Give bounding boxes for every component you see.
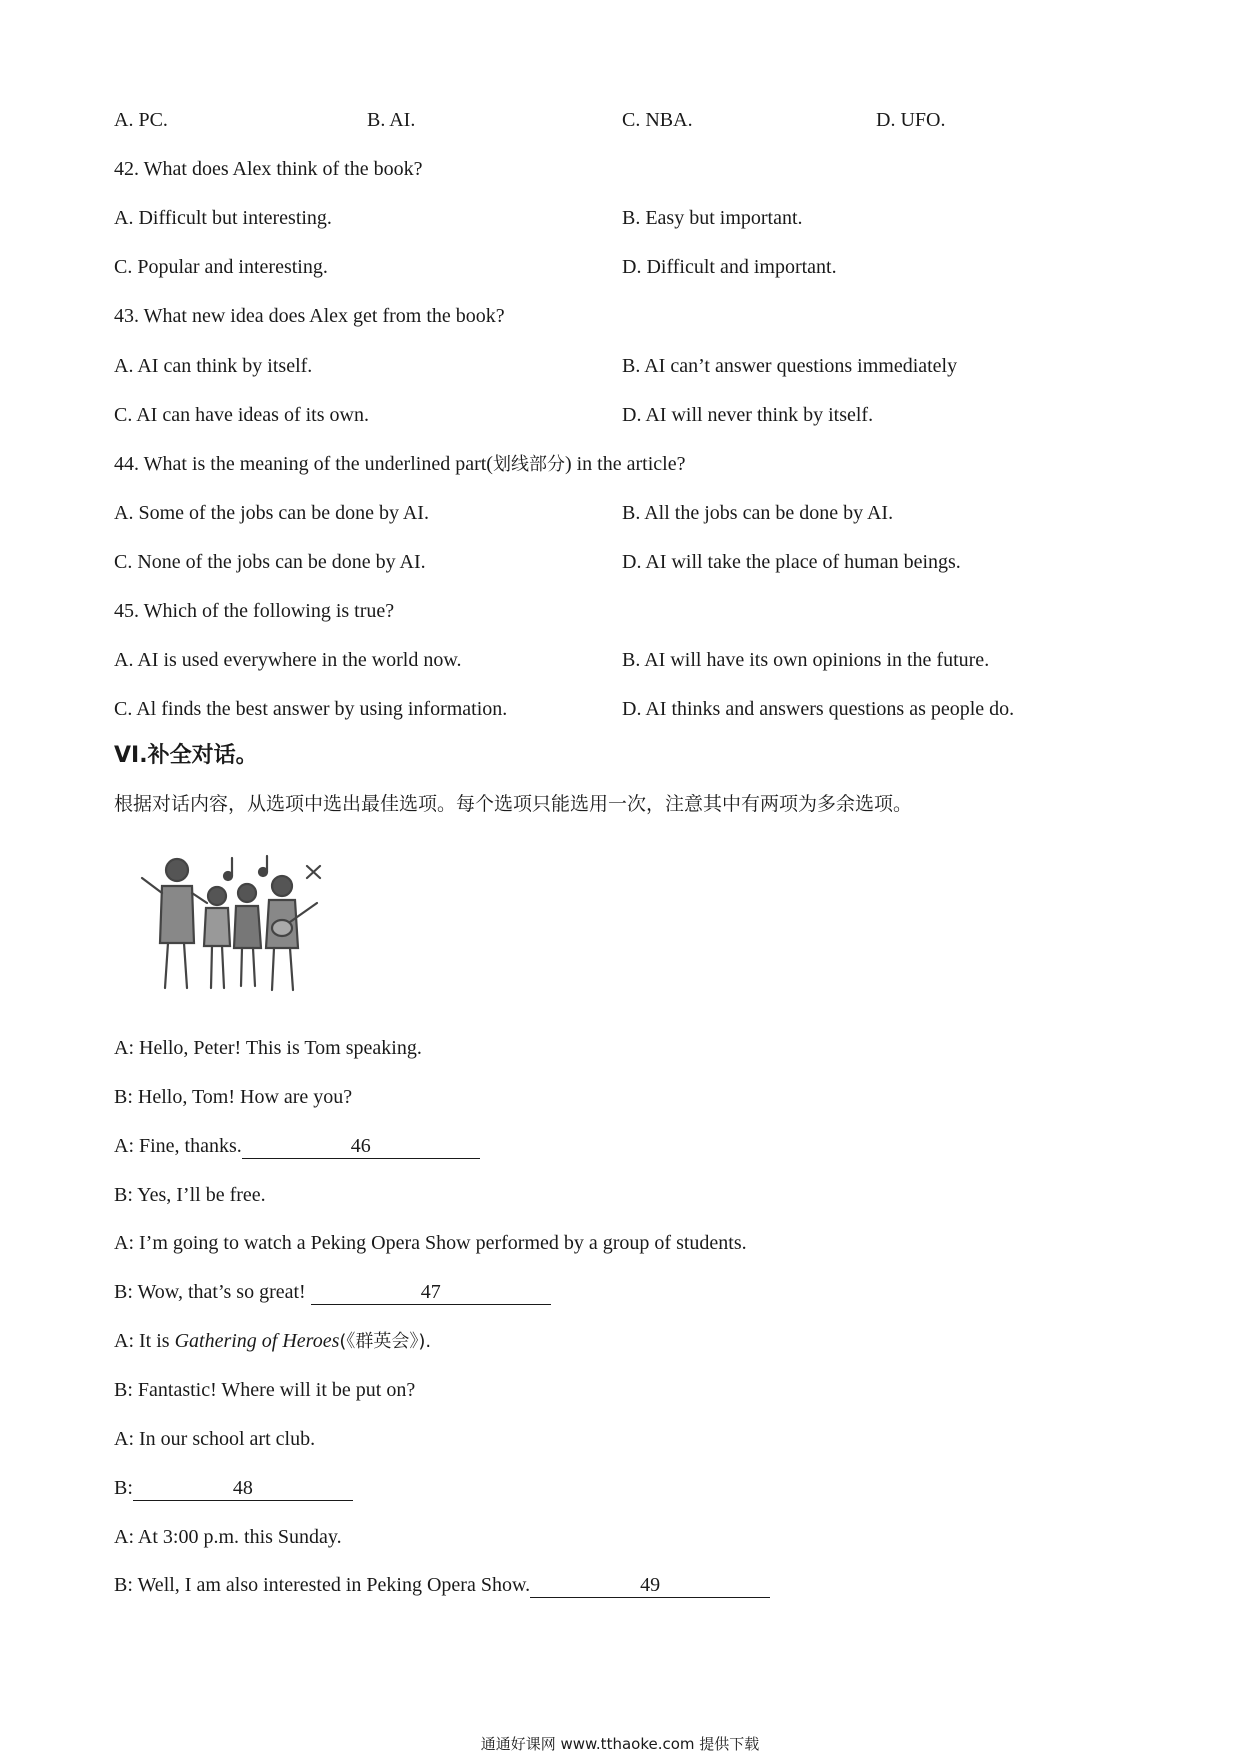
- q42-option-c: C. Popular and interesting.: [114, 256, 328, 278]
- dialogue-line-12: [114, 1572, 770, 1598]
- dialogue-line-9: A: In our school art club.: [114, 1428, 316, 1450]
- q43-option-b: B. AI can’t answer questions immediately: [622, 355, 958, 377]
- dialogue-line-10: [114, 1475, 353, 1501]
- q42-option-d: D. Difficult and important.: [622, 256, 837, 278]
- q45-stem: 45. Which of the following is true?: [114, 600, 395, 622]
- blank-48[interactable]: 48: [133, 1476, 353, 1501]
- q45-option-d: D. AI thinks and answers questions as people do.: [622, 698, 1015, 720]
- dialogue-line-11: A: At 3:00 p.m. this Sunday.: [114, 1526, 342, 1548]
- q41-option-a: A. PC.: [114, 109, 168, 131]
- q41-option-d: D. UFO.: [876, 109, 946, 131]
- q45-option-a: A. AI is used everywhere in the world now.: [114, 649, 462, 671]
- dialogue-line-7: [114, 1328, 431, 1355]
- section-heading: VI.补全对话。: [114, 743, 258, 768]
- dialogue-line-1: A: Hello, Peter! This is Tom speaking.: [114, 1037, 422, 1059]
- dialogue-line-3: [114, 1133, 480, 1159]
- dialogue-line-6: [114, 1279, 551, 1305]
- page-footer: 通通好课网 www.tthaoke.com 提供下载: [480, 1735, 760, 1753]
- section-instruction: 根据对话内容，从选项中选出最佳选项。每个选项只能选用一次，注意其中有两项为多余选项。: [114, 793, 913, 815]
- dialogue-line-6-text: B: Wow, that’s so great!: [114, 1281, 306, 1303]
- q45-option-b: B. AI will have its own opinions in the future.: [622, 649, 990, 671]
- blank-47[interactable]: 47: [311, 1280, 551, 1305]
- q41-option-b: B. AI.: [367, 109, 416, 131]
- dialogue-line-7-pre: A: It is: [114, 1330, 175, 1352]
- dialogue-line-2: B: Hello, Tom! How are you?: [114, 1086, 353, 1108]
- q44-option-b: B. All the jobs can be done by AI.: [622, 502, 894, 524]
- dialogue-line-7-zh: (《群英会》).: [339, 1331, 432, 1352]
- dialogue-line-4: B: Yes, I’ll be free.: [114, 1184, 266, 1206]
- q42-stem: 42. What does Alex think of the book?: [114, 158, 423, 180]
- dialogue-line-8: B: Fantastic! Where will it be put on?: [114, 1379, 416, 1401]
- q45-option-c: C. Al finds the best answer by using information.: [114, 698, 508, 720]
- dialogue-line-12-text: B: Well, I am also interested in Peking Opera Show.: [114, 1574, 531, 1596]
- q44-option-c: C. None of the jobs can be done by AI.: [114, 551, 426, 573]
- blank-46[interactable]: 46: [242, 1134, 480, 1159]
- q43-option-a: A. AI can think by itself.: [114, 355, 313, 377]
- musicians-illustration: [132, 848, 332, 998]
- q41-option-c: C. NBA.: [622, 109, 693, 131]
- q43-option-d: D. AI will never think by itself.: [622, 404, 874, 426]
- dialogue-line-10-text: B:: [114, 1477, 133, 1499]
- q44-option-d: D. AI will take the place of human beings.: [622, 551, 961, 573]
- q42-option-b: B. Easy but important.: [622, 207, 803, 229]
- dialogue-line-3-text: A: Fine, thanks.: [114, 1135, 242, 1157]
- q44-stem-pre: 44. What is the meaning of the underlined part(: [114, 453, 493, 475]
- q44-option-a: A. Some of the jobs can be done by AI.: [114, 502, 429, 524]
- q42-option-a: A. Difficult but interesting.: [114, 207, 332, 229]
- q44-stem-post: ) in the article?: [564, 453, 686, 475]
- q44-stem: [114, 451, 685, 478]
- q43-option-c: C. AI can have ideas of its own.: [114, 404, 369, 426]
- dialogue-line-7-title: Gathering of Heroes: [174, 1330, 340, 1352]
- q43-stem: 43. What new idea does Alex get from the book?: [114, 305, 505, 327]
- blank-49[interactable]: 49: [530, 1573, 770, 1598]
- dialogue-line-5: A: I’m going to watch a Peking Opera Show performed by a group of students.: [114, 1232, 747, 1254]
- q44-stem-zh: 划线部分: [492, 454, 565, 475]
